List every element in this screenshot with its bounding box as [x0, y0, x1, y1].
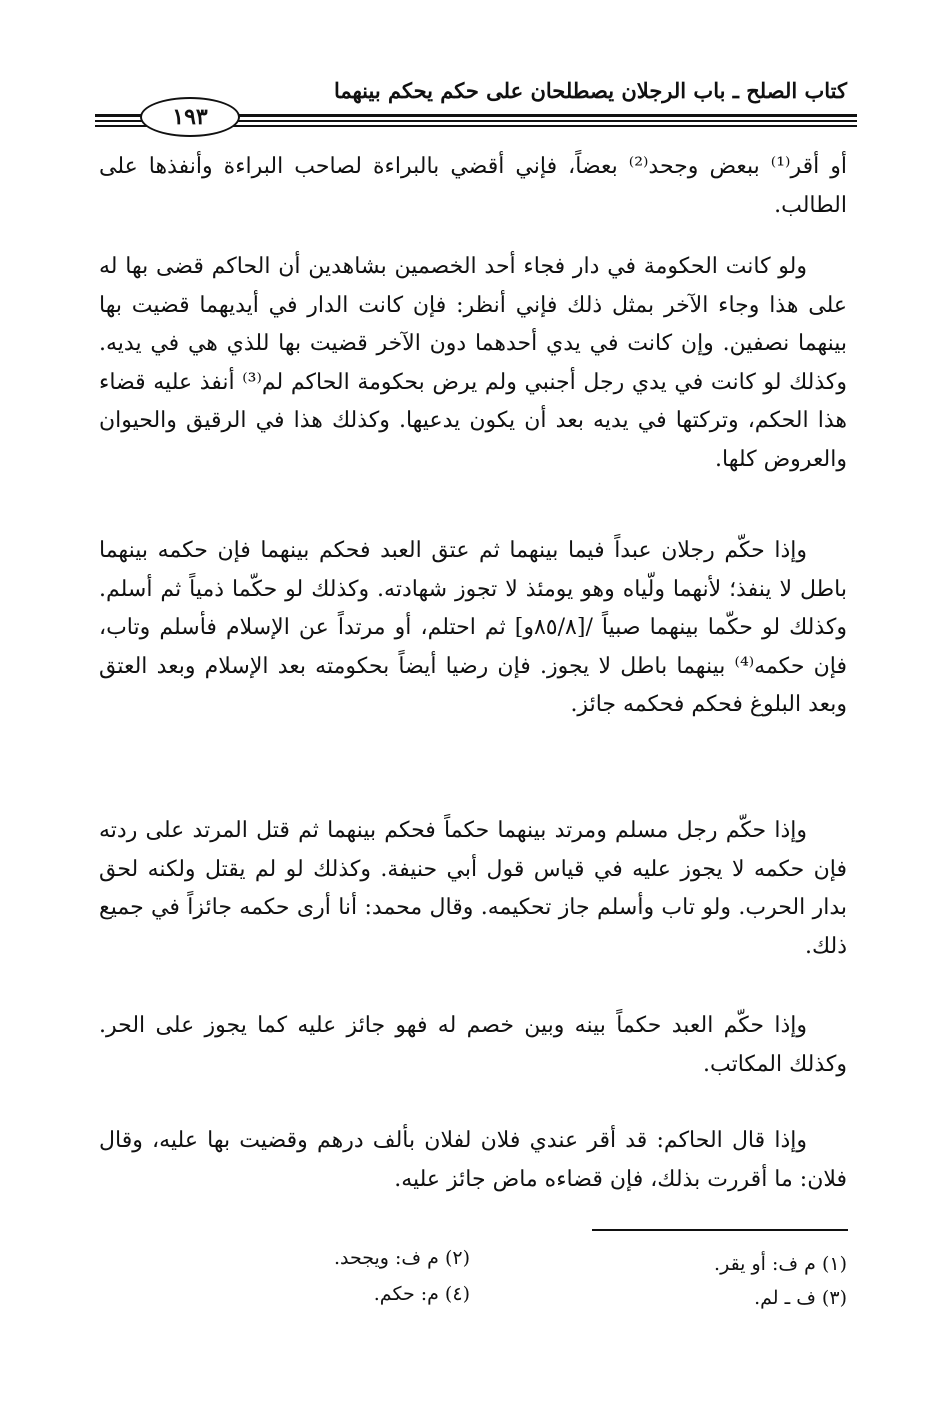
footnote: (٢) م ف: ويجحد.: [333, 1247, 470, 1269]
footnote: (١) م ف: أو يقر.: [714, 1253, 847, 1275]
running-title: كتاب الصلح ـ باب الرجلان يصطلحان على حكم يحكم بينهما: [333, 78, 847, 103]
page-number: ١٩٣: [140, 97, 240, 137]
paragraph: وإذا قال الحاكم: قد أقر عندي فلان لفلان بألف درهم وقضيت بها عليه، وقال فلان: ما أقررت بذلك، فإن قضاءه ماض جائز عليه.: [99, 1128, 847, 1192]
paragraph: ولو كانت الحكومة في دار فجاء أحد الخصمين بشاهدين أن الحاكم قضى بها له على هذا وجاء الآخر بمثل ذلك فإني أنظر: فإن كانت الدار في أيديهما قضيت بها بينهما نصفين. وإن كانت في يدي أحدهما دون الآخر قضيت بها للذي هي في يديه. وكذلك لو كانت في يدي رجل أجنبي ولم يرض بحكومة الحاكم لم⁽³⁾ أنفذ عليه قضاء هذا الحكم، وتركتها في يديه بعد أن يكون يدعيها. وكذلك هذا في الرقيق والحيوان والعروض كلها.: [99, 254, 847, 472]
paragraph: أو أقر⁽¹⁾ ببعض وجحد⁽²⁾ بعضاً، فإني أقضي بالبراءة لصاحب البراءة وأنفذها على الطالب.: [99, 154, 847, 218]
paragraph: وإذا حكّم رجل مسلم ومرتد بينهما حكماً فحكم بينهما ثم قتل المرتد على ردته فإن حكمه لا يجوز عليه في قياس قول أبي حنيفة. وكذلك لو لم يقتل ولكنه لحق بدار الحرب. ولو تاب وأسلم جاز تحكيمه. وقال محمد: أنا أرى حكمه جائزاً في جميع ذلك.: [99, 818, 847, 959]
footnote: (٤) م: حكم.: [373, 1283, 470, 1305]
footnote: (٣) ف ـ لم.: [754, 1287, 847, 1309]
paragraph: وإذا حكّم العبد حكماً بينه وبين خصم له فهو جائز عليه كما يجوز على الحر. وكذلك المكاتب.: [99, 1013, 847, 1077]
paragraph: وإذا حكّم رجلان عبداً فيما بينهما ثم عتق العبد فحكم بينهما فإن حكمه بينهما باطل لا ينفذ؛ لأنهما ولّياه وهو يومئذ لا تجوز شهادته. وكذلك لو حكّما ذمياً ثم أسلم. وكذلك لو حكّما بينهما صبياً /[٨٥/٨و] ثم احتلم، أو مرتداً عن الإسلام فأسلم وتاب، فإن حكمه⁽⁴⁾ بينهما باطل لا يجوز. فإن رضيا أيضاً بحكومته بعد الإسلام وبعد العتق وبعد البلوغ فحكم فحكمه جائز.: [99, 538, 847, 717]
footnote-separator: [592, 1229, 848, 1231]
